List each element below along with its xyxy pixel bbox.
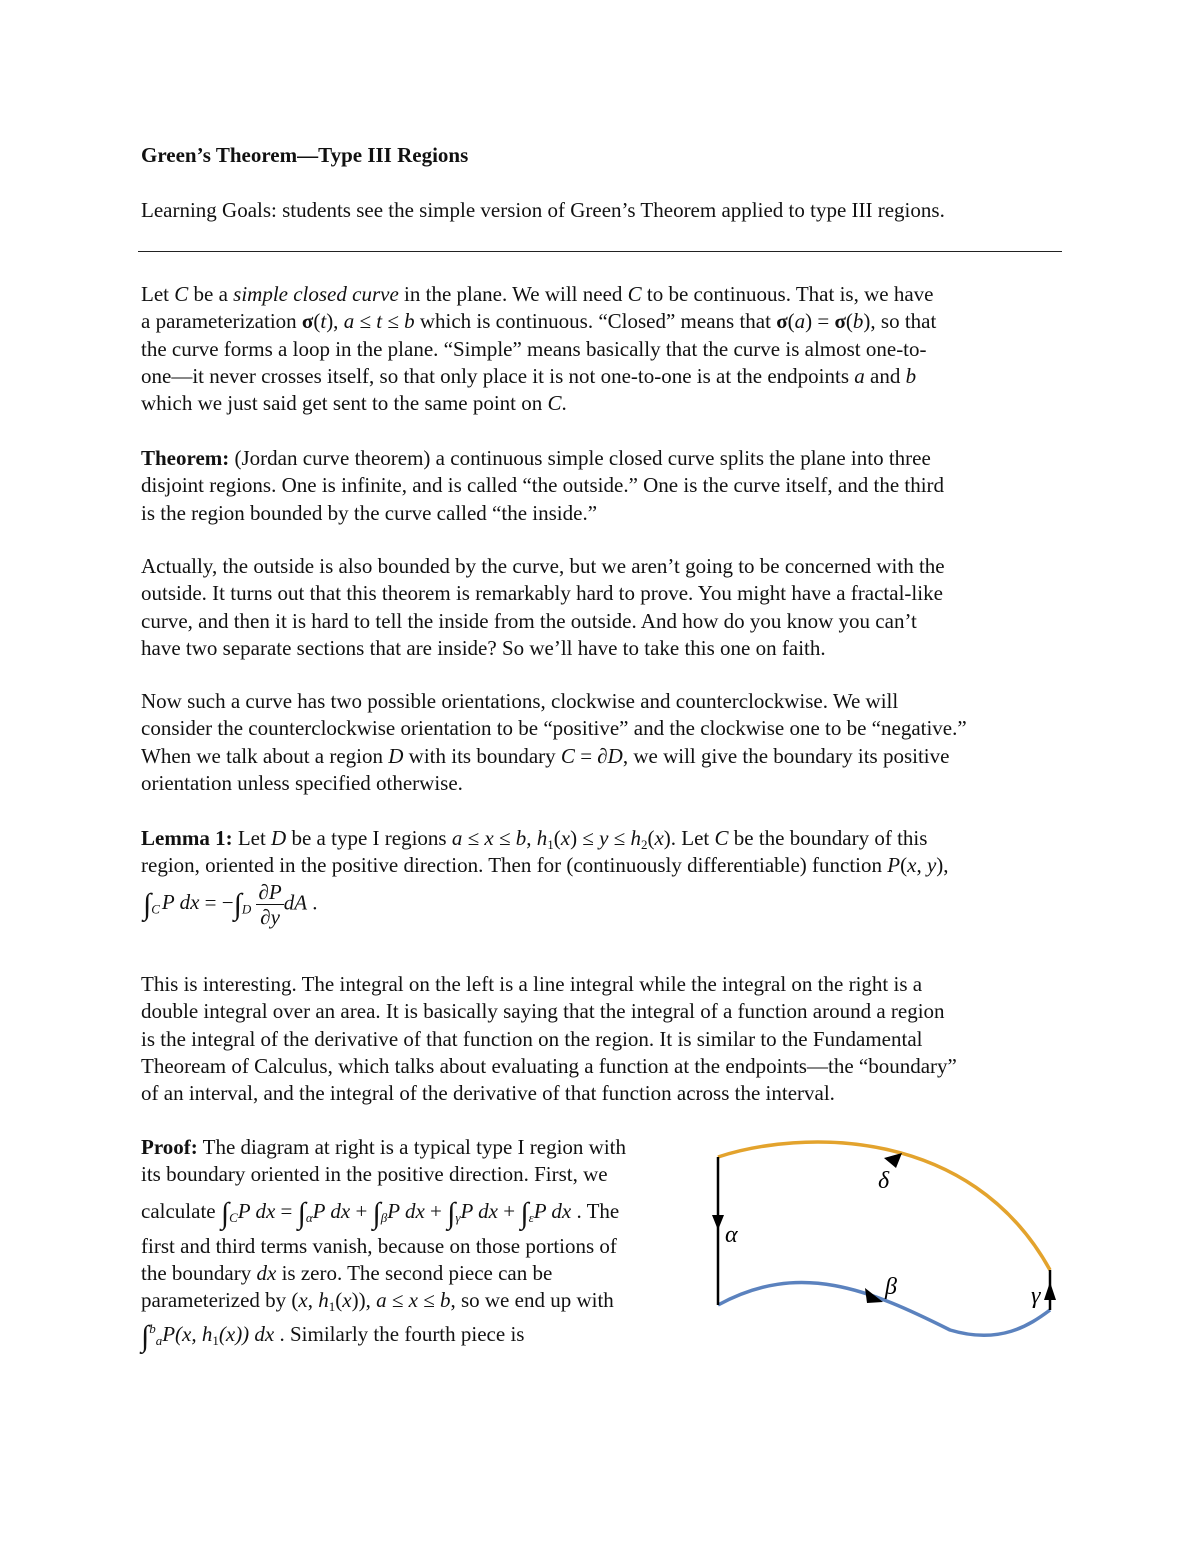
horizontal-rule <box>138 251 1062 252</box>
delta-arrow <box>884 1153 902 1168</box>
text-line: a parameterization σ(t), a ≤ t ≤ b which is continuous. “Closed” means that σ(a) = σ(b), so that <box>141 309 937 334</box>
text-line: the boundary dx is zero. The second piece can be <box>141 1260 553 1285</box>
text-line: is the region bounded by the curve called “the inside.” <box>141 500 598 525</box>
text-line: This is interesting. The integral on the left is a line integral while the integral on the right is a <box>141 972 923 996</box>
gamma-arrow <box>1044 1282 1056 1300</box>
delta-curve <box>718 1142 1050 1270</box>
text-line: the curve forms a loop in the plane. “Simple” means basically that the curve is almost one-to- <box>141 336 927 361</box>
text-line: first and third terms vanish, because on those portions of <box>141 1233 617 1258</box>
text-line: Now such a curve has two possible orientations, clockwise and counterclockwise. We will <box>141 689 899 713</box>
proof-label: Proof: <box>141 1135 198 1159</box>
partial-fraction: $\frac{\partial P}{\partial y}$ <box>258 880 282 929</box>
text-line: curve, and then it is hard to tell the inside from the outside. And how do you know you can’t <box>141 608 917 633</box>
text-line: which we just said get sent to the same point on C. <box>141 391 567 416</box>
intro-paragraph <box>141 281 1061 417</box>
text-line: double integral over an area. It is basically saying that the integral of a function around a region <box>141 999 945 1024</box>
text-line: region, oriented in the positive direction. Then for (continuously differentiable) function P(x, y), <box>141 853 949 878</box>
gamma-label: γ <box>1031 1283 1041 1309</box>
text-line: its boundary oriented in the positive direction. First, we <box>141 1162 608 1187</box>
learning-goals: Learning Goals: students see the simple version of Green’s Theorem applied to type III regions. <box>141 198 945 222</box>
outside-paragraph <box>141 553 1061 662</box>
text-line: Theoream of Calculus, which talks about evaluating a function at the endpoints—the “boundary” <box>141 1053 957 1078</box>
text-line: consider the counterclockwise orientation to be “positive” and the clockwise one to be “negative.” <box>141 716 967 741</box>
text-line: of an interval, and the integral of the derivative of that function across the interval. <box>141 1081 835 1106</box>
text-line: outside. It turns out that this theorem is remarkably hard to prove. You might have a fractal-like <box>141 581 943 606</box>
lemma-paragraph <box>141 825 1061 880</box>
delta-label: δ <box>878 1168 890 1194</box>
text-line: have two separate sections that are inside? So we’ll have to take this one on faith. <box>141 635 826 660</box>
lemma-label: Lemma 1: <box>141 826 233 850</box>
text-line: Lemma 1: Let D be a type I regions a ≤ x ≤ b, $h_1(x) \le y \le h_2(x)$. Let C be the boundary of this <box>141 826 928 852</box>
text-line: Actually, the outside is also bounded by the curve, but we aren’t going to be concerned with the <box>141 554 945 578</box>
text-line: orientation unless specified otherwise. <box>141 770 463 795</box>
text-line: ∫$^b_a$P(x, $h_1(x)$) dx . Similarly the fourth piece is <box>141 1320 525 1354</box>
orientation-paragraph <box>141 688 1061 797</box>
text-line: is the integral of the derivative of that function on the region. It is similar to the Fundamental <box>141 1026 923 1051</box>
text-line: Proof: The diagram at right is a typical type I region with <box>141 1135 627 1159</box>
proof-paragraph <box>141 1134 701 1354</box>
text-line: Let C be a simple closed curve in the plane. We will need C to be continuous. That is, we have <box>141 282 934 306</box>
alpha-arrow <box>712 1215 724 1230</box>
beta-arrow <box>865 1288 883 1303</box>
page-title: Green’s Theorem—Type III Regions <box>141 143 469 167</box>
lemma-formula: $\int_CP$ dx = $-\int_D$ $\frac{\partial P}{\partial y}$ dA . <box>143 880 318 929</box>
theorem-label: Theorem: <box>141 446 230 470</box>
text-line: When we talk about a region D with its boundary C = ∂D, we will give the boundary its positive <box>141 743 950 768</box>
interesting-paragraph <box>141 971 1061 1107</box>
text-line: Theorem: (Jordan curve theorem) a continuous simple closed curve splits the plane into three <box>141 446 931 470</box>
text-line: disjoint regions. One is infinite, and is called “the outside.” One is the curve itself, and the third <box>141 473 945 498</box>
text-line: parameterized by (x, $h_1(x)$), a ≤ x ≤ b, so we end up with <box>141 1288 614 1315</box>
text-line: calculate $\int_CP$ dx = $\int_\alpha P$ dx + $\int_\beta P$ dx + $\int_\gamma P$ dx + $\int_\varepsilon P$ dx . The <box>141 1196 620 1230</box>
beta-label: β <box>885 1274 897 1300</box>
theorem-paragraph <box>141 445 1061 527</box>
text-line: one—it never crosses itself, so that only place it is not one-to-one is at the endpoints a and b <box>141 363 917 388</box>
region-boundary-diagram <box>700 1130 1070 1355</box>
beta-curve <box>718 1283 1050 1336</box>
alpha-label: α <box>725 1222 738 1248</box>
